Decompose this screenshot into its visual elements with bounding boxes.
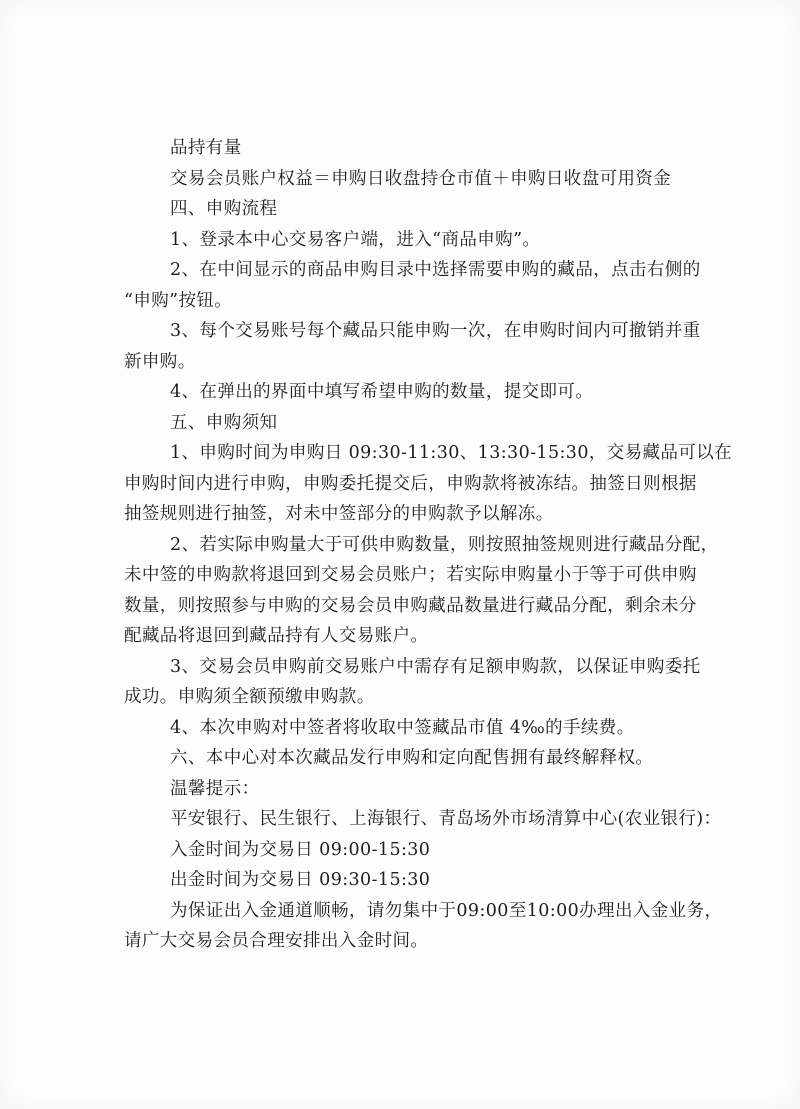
text-line: 3、交易会员申购前交易账户中需存有足额申购款，以保证申购委托 bbox=[170, 656, 701, 677]
text-line: 新申购。 bbox=[124, 351, 196, 372]
text-line: 2、若实际申购量大于可供申购数量，则按照抽签规则进行藏品分配， bbox=[170, 534, 719, 555]
text-line: 抽签规则进行抽签，对未中签部分的申购款予以解冻。 bbox=[124, 504, 554, 524]
text-line: 申购时间内进行申购，申购委托提交后，申购款将被冻结。抽签日则根据 bbox=[124, 473, 697, 494]
text-line: “申购”按钮。 bbox=[124, 290, 233, 311]
section-heading: 四、申购流程 bbox=[170, 199, 278, 219]
text-line: 入金时间为交易日 09:00-15:30 bbox=[170, 839, 431, 860]
text-line: 3、每个交易账号每个藏品只能申购一次，在申购时间内可撤销并重 bbox=[170, 321, 701, 341]
text-line: 4、本次申购对中签者将收取中签藏品市值 4‰的手续费。 bbox=[170, 717, 635, 738]
document-body bbox=[124, 133, 733, 957]
text-line: 请广大交易会员合理安排出入金时间。 bbox=[124, 931, 429, 951]
text-line: 交易会员账户权益＝申购日收盘持仓市值＋申购日收盘可用资金 bbox=[170, 168, 672, 189]
text-line: 成功。申购须全额预缴申购款。 bbox=[124, 687, 375, 707]
notice-heading: 温馨提示： bbox=[170, 778, 260, 799]
text-line: 为保证出入金通道顺畅，请勿集中于09:00至10:00办理出入金业务， bbox=[170, 900, 723, 921]
text-line: 未中签的申购款将退回到交易会员账户；若实际申购量小于等于可供申购 bbox=[124, 565, 697, 585]
text-line: 数量，则按照参与申购的交易会员申购藏品数量进行藏品分配，剩余未分 bbox=[124, 595, 697, 616]
text-line: 2、在中间显示的商品申购目录中选择需要申购的藏品，点击右侧的 bbox=[170, 260, 701, 280]
text-line: 1、登录本中心交易客户端，进入“商品申购”。 bbox=[170, 229, 541, 250]
text-line: 出金时间为交易日 09:30-15:30 bbox=[170, 870, 431, 890]
text-line: 1、申购时间为申购日 09:30-11:30、13:30-15:30，交易藏品可以在 bbox=[170, 443, 733, 463]
text-line: 品持有量 bbox=[170, 138, 242, 158]
text-line: 平安银行、民生银行、上海银行、青岛场外市场清算中心(农业银行)： bbox=[170, 809, 722, 829]
text-line: 配藏品将退回到藏品持有人交易账户。 bbox=[124, 626, 429, 646]
section-heading: 六、本中心对本次藏品发行申购和定向配售拥有最终解释权。 bbox=[170, 748, 654, 768]
section-heading: 五、申购须知 bbox=[170, 412, 278, 433]
text-line: 4、在弹出的界面中填写希望申购的数量，提交即可。 bbox=[170, 382, 594, 402]
